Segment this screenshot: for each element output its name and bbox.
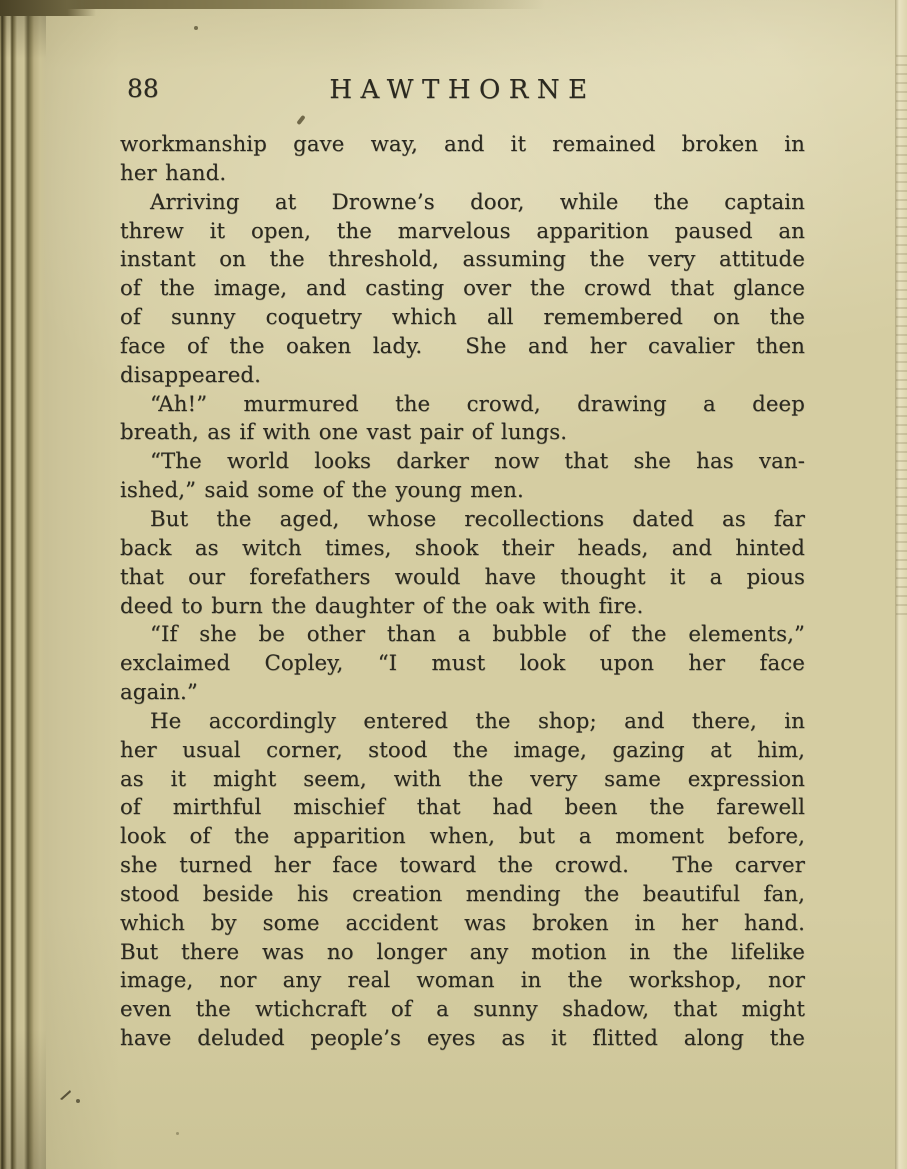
text-line: But there was no longer any motion in the lifelike (120, 939, 805, 965)
text-line: disappeared. (120, 362, 262, 388)
text-line: Arriving at Drowne’s door, while the captain (150, 189, 805, 215)
text-block (120, 131, 805, 1054)
text-line: He accordingly entered the shop; and there, in (150, 708, 805, 734)
text-line: look of the apparition when, but a moment before, (120, 824, 805, 850)
text-line: of the image, and casting over the crowd that glance (120, 276, 805, 302)
ink-speck (176, 1132, 179, 1135)
text-line: instant on the threshold, assuming the very attitude (120, 247, 805, 273)
text-line: exclaimed Copley, “I must look upon her face (120, 651, 805, 677)
page-number: 88 (127, 74, 159, 103)
text-line: threw it open, the marvelous apparition paused an (120, 218, 805, 244)
right-edge-striations (896, 55, 907, 615)
pen-mark (57, 1086, 89, 1108)
text-line: back as witch times, shook their heads, and hinted (120, 535, 805, 561)
text-line: ished,” said some of the young men. (120, 478, 524, 504)
text-line: “The world looks darker now that she has van- (150, 449, 805, 475)
text-line: that our forefathers would have thought it a pious (120, 564, 805, 590)
text-line: her usual corner, stood the image, gazing at him, (120, 737, 805, 763)
text-line: face of the oaken lady. She and her cavalier then (120, 333, 805, 359)
text-line: she turned her face toward the crowd. The carver (120, 853, 805, 879)
text-line: stood beside his creation mending the beautiful fan, (120, 881, 805, 907)
top-left-book-edge (0, 0, 96, 16)
text-line: breath, as if with one vast pair of lungs. (120, 420, 568, 446)
text-line: which by some accident was broken in her hand. (120, 910, 805, 936)
text-line: have deluded people’s eyes as it flitted along the (120, 1026, 805, 1052)
text-line: even the wtichcraft of a sunny shadow, that might (120, 997, 805, 1023)
ink-speck (194, 26, 198, 30)
text-line: her hand. (120, 160, 227, 186)
text-line: image, nor any real woman in the workshop, nor (120, 968, 805, 994)
running-head-title: HAWTHORNE (329, 75, 596, 105)
text-line: But the aged, whose recollections dated as far (150, 506, 805, 532)
text-line: “If she be other than a bubble of the elements,” (150, 622, 805, 648)
text-line: of mirthful mischief that had been the farewell (120, 795, 805, 821)
text-line: again.” (120, 680, 198, 706)
ink-fleck (296, 115, 305, 125)
left-edge-shading (0, 0, 46, 1169)
text-line: as it might seem, with the very same expression (120, 766, 805, 792)
text-line: deed to burn the daughter of the oak with fire. (120, 593, 644, 619)
text-line: workmanship gave way, and it remained broken in (120, 132, 805, 157)
text-line: of sunny coquetry which all remembered on the (120, 305, 805, 331)
text-line: “Ah!” murmured the crowd, drawing a deep (150, 391, 805, 417)
